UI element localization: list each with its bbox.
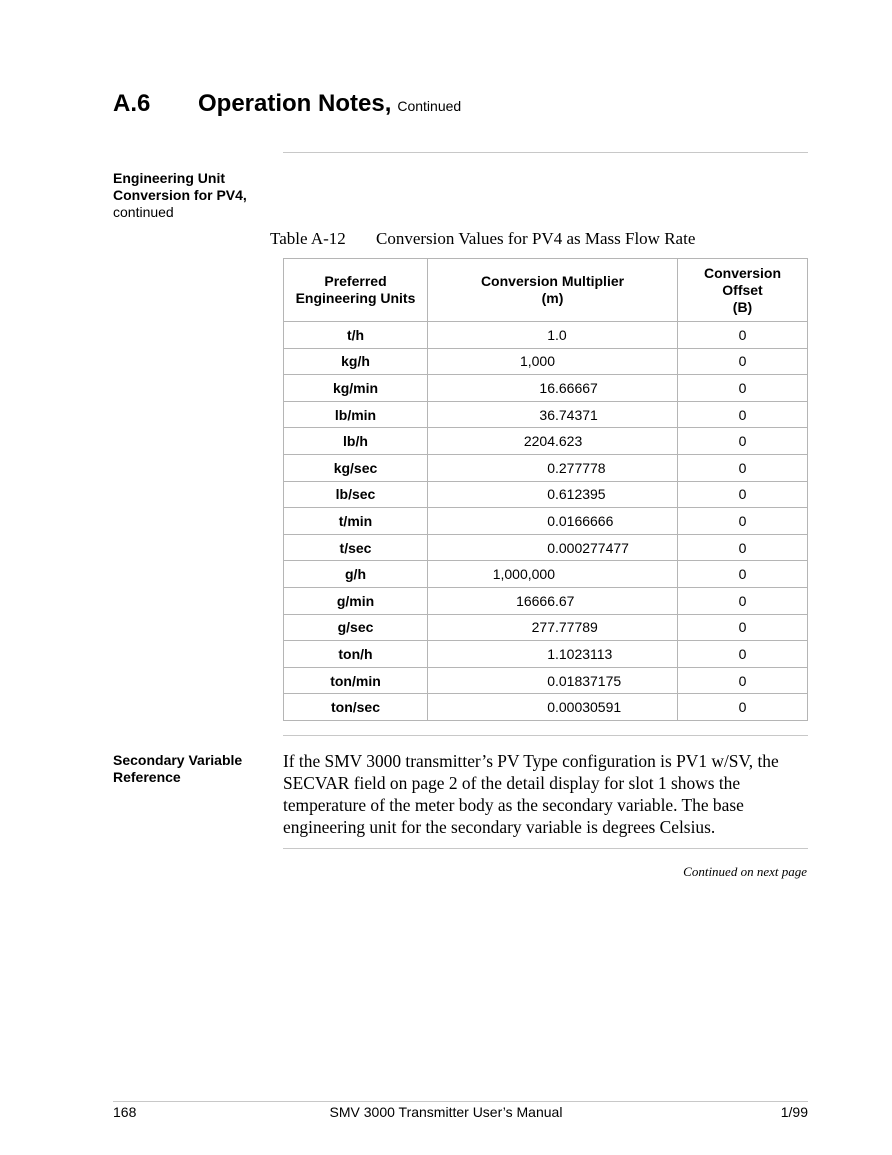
footer-divider: [113, 1101, 808, 1102]
cell-unit: t/min: [284, 508, 428, 535]
table-row: [284, 641, 808, 668]
header-line: (m): [541, 290, 564, 306]
table-row: [284, 508, 808, 535]
cell-multiplier: [428, 481, 678, 508]
cell-unit: kg/h: [284, 348, 428, 375]
multiplier-value: 2204.623: [523, 433, 583, 450]
footer-page-number: 168: [113, 1104, 137, 1120]
header-line: (B): [732, 298, 753, 315]
cell-multiplier: [428, 561, 678, 588]
table-row: [284, 401, 808, 428]
cell-unit: g/min: [284, 587, 428, 614]
table-row: [284, 375, 808, 402]
table-row: [284, 481, 808, 508]
cell-unit: lb/h: [284, 428, 428, 455]
table-row: [284, 694, 808, 721]
cell-offset: 0: [678, 667, 808, 694]
cell-multiplier: [428, 428, 678, 455]
table-caption: [270, 229, 695, 249]
cell-multiplier: [428, 641, 678, 668]
multiplier-value: 0.01837175: [547, 672, 622, 689]
table-caption-number: Table A-12: [270, 229, 346, 248]
cell-unit: kg/min: [284, 375, 428, 402]
side-heading-line: Secondary Variable: [113, 752, 243, 768]
cell-multiplier: [428, 375, 678, 402]
table-row: [284, 667, 808, 694]
cell-offset: 0: [678, 614, 808, 641]
cell-offset: 0: [678, 322, 808, 349]
table-row: [284, 534, 808, 561]
header-conversion-multiplier: [428, 259, 678, 322]
header-preferred-units: [284, 259, 428, 322]
table-row: [284, 348, 808, 375]
cell-offset: 0: [678, 561, 808, 588]
footer-title: SMV 3000 Transmitter User’s Manual: [329, 1104, 563, 1120]
cell-offset: 0: [678, 694, 808, 721]
footer-date: 1/99: [780, 1104, 808, 1120]
multiplier-value: 0.612395: [547, 486, 606, 503]
cell-offset: 0: [678, 401, 808, 428]
cell-offset: 0: [678, 454, 808, 481]
continued-next-page: Continued on next page: [683, 864, 807, 879]
section-heading: [113, 90, 461, 118]
table-row: [284, 614, 808, 641]
cell-multiplier: [428, 667, 678, 694]
multiplier-value: 1,000,000: [492, 566, 555, 583]
bottom-divider: [283, 848, 808, 849]
multiplier-value: 0.277778: [547, 459, 606, 476]
side-heading-secondary-variable: [113, 752, 273, 786]
cell-unit: kg/sec: [284, 454, 428, 481]
multiplier-value: 277.77789: [531, 619, 598, 636]
multiplier-value: 36.74371: [539, 406, 598, 423]
multiplier-value: 0.00030591: [547, 699, 622, 716]
multiplier-value: 1.1023113: [547, 645, 613, 662]
cell-unit: lb/min: [284, 401, 428, 428]
section-divider: [283, 735, 808, 736]
section-title: Operation Notes,: [198, 90, 392, 117]
cell-unit: t/h: [284, 322, 428, 349]
cell-multiplier: [428, 694, 678, 721]
table-row: [284, 454, 808, 481]
conversion-table: [283, 258, 808, 721]
multiplier-value: 16666.67: [516, 592, 575, 609]
table-row: [284, 587, 808, 614]
cell-offset: 0: [678, 428, 808, 455]
cell-offset: 0: [678, 375, 808, 402]
cell-offset: 0: [678, 348, 808, 375]
header-line: Engineering Units: [295, 290, 416, 306]
multiplier-value: 16.66667: [539, 379, 598, 396]
cell-multiplier: [428, 614, 678, 641]
cell-multiplier: [428, 587, 678, 614]
top-divider: [283, 152, 808, 153]
multiplier-value: 1.0: [547, 326, 567, 343]
header-line: Conversion: [703, 264, 781, 281]
cell-unit: t/sec: [284, 534, 428, 561]
cell-multiplier: [428, 348, 678, 375]
side-heading-continued: continued: [113, 204, 174, 220]
cell-unit: ton/sec: [284, 694, 428, 721]
multiplier-value: 0.0166666: [547, 512, 614, 529]
cell-unit: g/h: [284, 561, 428, 588]
cell-offset: 0: [678, 641, 808, 668]
cell-multiplier: [428, 508, 678, 535]
header-line: Offset: [722, 281, 763, 298]
section-continued-label: Continued: [397, 98, 462, 114]
table-row: [284, 561, 808, 588]
table-caption-title: Conversion Values for PV4 as Mass Flow Rate: [376, 229, 696, 248]
multiplier-value: 1,000: [519, 353, 555, 370]
cell-multiplier: [428, 322, 678, 349]
cell-unit: ton/h: [284, 641, 428, 668]
cell-offset: 0: [678, 534, 808, 561]
cell-offset: 0: [678, 481, 808, 508]
side-heading-line: Conversion for PV4,: [113, 187, 247, 203]
cell-unit: ton/min: [284, 667, 428, 694]
table-row: [284, 322, 808, 349]
header-line: Preferred: [324, 273, 387, 289]
header-conversion-offset: [678, 259, 808, 322]
side-heading-line: Reference: [113, 769, 181, 785]
side-heading-engineering-unit: [113, 170, 273, 221]
section-number: A.6: [113, 90, 151, 117]
cell-multiplier: [428, 534, 678, 561]
cell-unit: lb/sec: [284, 481, 428, 508]
secondary-variable-paragraph: If the SMV 3000 transmitter’s PV Type configuration is PV1 w/SV, the SECVAR field on page 2 of the detail display for slot 1 shows the temperature of the meter body as the secondary variable. The base engineering unit for the secondary variable is degrees Celsius.: [283, 751, 779, 837]
cell-multiplier: [428, 401, 678, 428]
multiplier-value: 0.000277477: [547, 539, 629, 556]
table-row: [284, 428, 808, 455]
cell-unit: g/sec: [284, 614, 428, 641]
header-line: Conversion Multiplier: [480, 273, 625, 289]
cell-offset: 0: [678, 587, 808, 614]
cell-offset: 0: [678, 508, 808, 535]
cell-multiplier: [428, 454, 678, 481]
side-heading-line: Engineering Unit: [113, 170, 225, 186]
table-header-row: [284, 259, 808, 322]
